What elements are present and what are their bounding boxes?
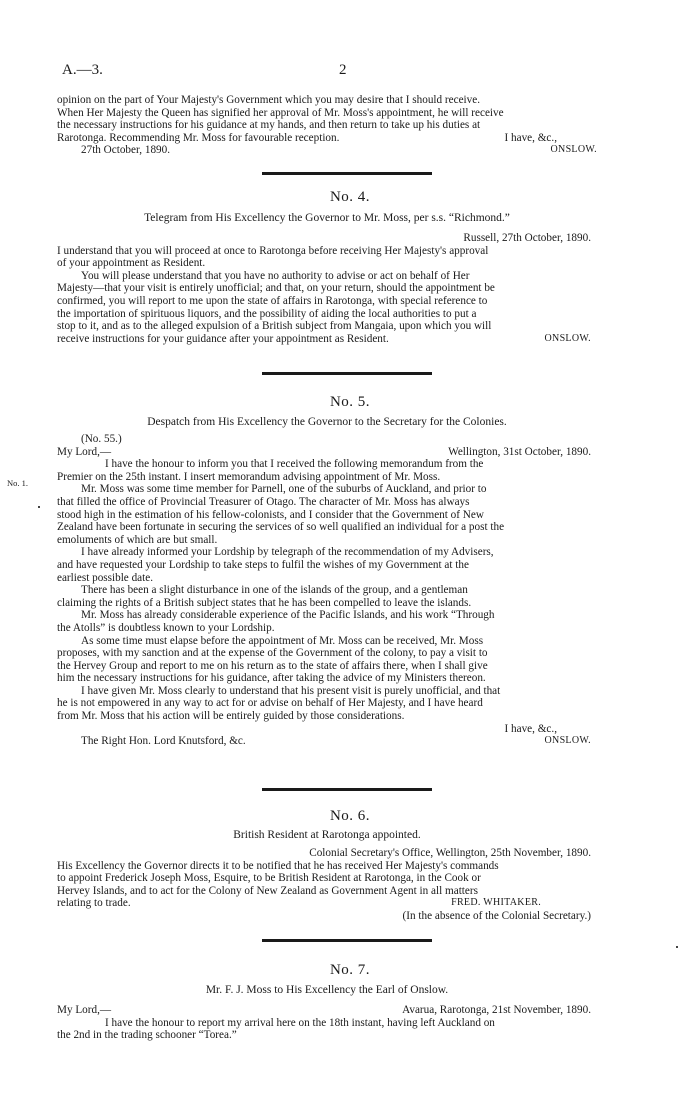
- section-divider: [262, 172, 432, 175]
- margin-reference: No. 1.: [7, 478, 29, 488]
- page-number: 2: [339, 62, 347, 78]
- text-line: You will please understand that you have no authority to advise or act on behalf of Her: [81, 269, 470, 282]
- text-line: Zealand have been fortunate in securing the services of so well qualified an individual for a post the: [57, 521, 505, 534]
- text-line: to appoint Frederick Joseph Moss, Esquire, to be British Resident at Rarotonga, in the Cook or: [57, 872, 481, 885]
- signature: ONSLOW.: [544, 735, 591, 747]
- no7-body: [57, 1004, 597, 1042]
- text-line: the Atolls” is doubtless known to your Lordship.: [57, 621, 275, 634]
- text-line: and have requested your Lordship to take steps to fulfil the wishes of my Government at the: [57, 558, 469, 571]
- no4-title: Telegram from His Excellency the Governor to Mr. Moss, per s.s. “Richmond.”: [144, 212, 510, 224]
- text-line: There has been a slight disturbance in one of the islands of the group, and a gentleman: [81, 584, 468, 597]
- text-line: Mr. Moss has already considerable experience of the Pacific Islands, and his work “Through: [81, 609, 495, 622]
- no4-heading: No. 4.: [329, 189, 371, 205]
- text-line: emoluments of which are but small.: [57, 533, 218, 546]
- text-line: I understand that you will proceed at once to Rarotonga before receiving Her Majesty's approval: [57, 244, 489, 257]
- scan-speck: [38, 506, 40, 508]
- no6-title: British Resident at Rarotonga appointed.: [233, 829, 421, 841]
- salutation: My Lord,—: [57, 445, 112, 458]
- document-reference: A.—3.: [62, 62, 103, 78]
- closing: I have, &c.,: [504, 722, 557, 735]
- text-line: the Hervey Group and report to me on his return as to the state of affairs there, when I shall give: [57, 659, 488, 672]
- place-date: Avarua, Rarotonga, 21st November, 1890.: [402, 1004, 591, 1016]
- text-line: As some time must elapse before the appointment of Mr. Moss can be received, Mr. Moss: [81, 634, 484, 647]
- place-date: Wellington, 31st October, 1890.: [448, 445, 591, 458]
- no4-body: [57, 232, 597, 345]
- scan-speck: [676, 946, 678, 948]
- text-line: earliest possible date.: [57, 571, 153, 584]
- signature: ONSLOW.: [544, 332, 591, 344]
- text-line: I have the honour to report my arrival here on the 18th instant, having left Auckland on: [105, 1016, 495, 1029]
- closing: I have, &c.,: [504, 131, 557, 144]
- date-line: 27th October, 1890.: [81, 144, 171, 157]
- no6-heading: No. 6.: [329, 808, 371, 824]
- text-line: of your appointment as Resident.: [57, 257, 206, 270]
- text-line: I have given Mr. Moss clearly to understand that his present visit is purely unofficial, and that: [81, 684, 501, 697]
- text-line: His Excellency the Governor directs it to be notified that he has received Her Majesty's commands: [57, 859, 499, 872]
- text-line: claiming the rights of a British subject states that he has been compelled to leave the islands.: [57, 596, 472, 609]
- text-line: proposes, with my sanction and at the expense of the Government of the colony, to pay a visit to: [57, 647, 488, 660]
- section-divider: [262, 788, 432, 791]
- text-line: him the necessary instructions for his guidance, after taking the advice of my Ministers thereon.: [57, 672, 486, 685]
- text-line: Rarotonga. Recommending Mr. Moss for favourable reception.: [57, 131, 340, 144]
- text-line: the 2nd in the trading schooner “Torea.”: [57, 1029, 237, 1042]
- text-line: Hervey Islands, and to act for the Colony of New Zealand as Government Agent in all matters: [57, 884, 478, 897]
- salutation: My Lord,—: [57, 1004, 112, 1016]
- place-date: Colonial Secretary's Office, Wellington, 25th November, 1890.: [309, 847, 591, 859]
- text-line: the necessary instructions for his guidance at my hands, and then return to take up his duties at: [57, 119, 481, 132]
- place-date: Russell, 27th October, 1890.: [463, 232, 591, 244]
- text-line: he is not empowered in any way to act for or advise on behalf of Her Majesty, and I have heard: [57, 697, 483, 710]
- no3-continuation: [57, 94, 597, 157]
- text-line: I have already informed your Lordship by telegraph of the recommendation of my Advisers,: [81, 546, 494, 559]
- no5-title: Despatch from His Excellency the Governor to the Secretary for the Colonies.: [147, 416, 507, 428]
- no5-body: [57, 433, 597, 748]
- despatch-number: (No. 55.): [81, 433, 122, 445]
- signature: ONSLOW.: [550, 144, 597, 156]
- text-line: Mr. Moss was some time member for Parnell, one of the suburbs of Auckland, and prior to: [81, 483, 487, 496]
- text-line: that filled the office of Provincial Treasurer of Otago. The character of Mr. Moss has always: [57, 495, 470, 508]
- signature: FRED. WHITAKER.: [451, 897, 541, 909]
- no5-heading: No. 5.: [329, 394, 371, 410]
- text-line: relating to trade.: [57, 897, 131, 910]
- addressee: The Right Hon. Lord Knutsford, &c.: [81, 735, 246, 748]
- section-divider: [262, 372, 432, 375]
- text-line: confirmed, you will report to me upon the state of affairs in Rarotonga, with special reference to: [57, 294, 488, 307]
- signature-note: (In the absence of the Colonial Secretary.): [402, 909, 591, 922]
- text-line: the importation of spirituous liquors, and the possibility of aiding the local authorities to put a: [57, 307, 477, 320]
- no7-heading: No. 7.: [329, 962, 371, 978]
- text-line: stood high in the estimation of his fellow-colonists, and I consider that the Government of New: [57, 508, 484, 521]
- text-line: from Mr. Moss that his action will be entirely guided by those considerations.: [57, 710, 405, 723]
- section-divider: [262, 939, 432, 942]
- no6-body: [57, 847, 597, 923]
- text-line: Premier on the 25th instant. I insert memorandum advising appointment of Mr. Moss.: [57, 470, 441, 483]
- text-line: Majesty—that your visit is entirely unofficial; and that, on your return, should the appointment be: [57, 282, 495, 295]
- no7-title: Mr. F. J. Moss to His Excellency the Earl of Onslow.: [205, 984, 449, 996]
- text-line: opinion on the part of Your Majesty's Government which you may desire that I should receive.: [57, 94, 481, 106]
- text-line: I have the honour to inform you that I received the following memorandum from the: [105, 458, 484, 471]
- text-line: When Her Majesty the Queen has signified her approval of Mr. Moss's appointment, he will receive: [57, 106, 504, 119]
- text-line: stop to it, and as to the alleged expulsion of a British subject from Mangaia, upon which you will: [57, 320, 492, 333]
- text-line: receive instructions for your guidance after your appointment as Resident.: [57, 332, 389, 345]
